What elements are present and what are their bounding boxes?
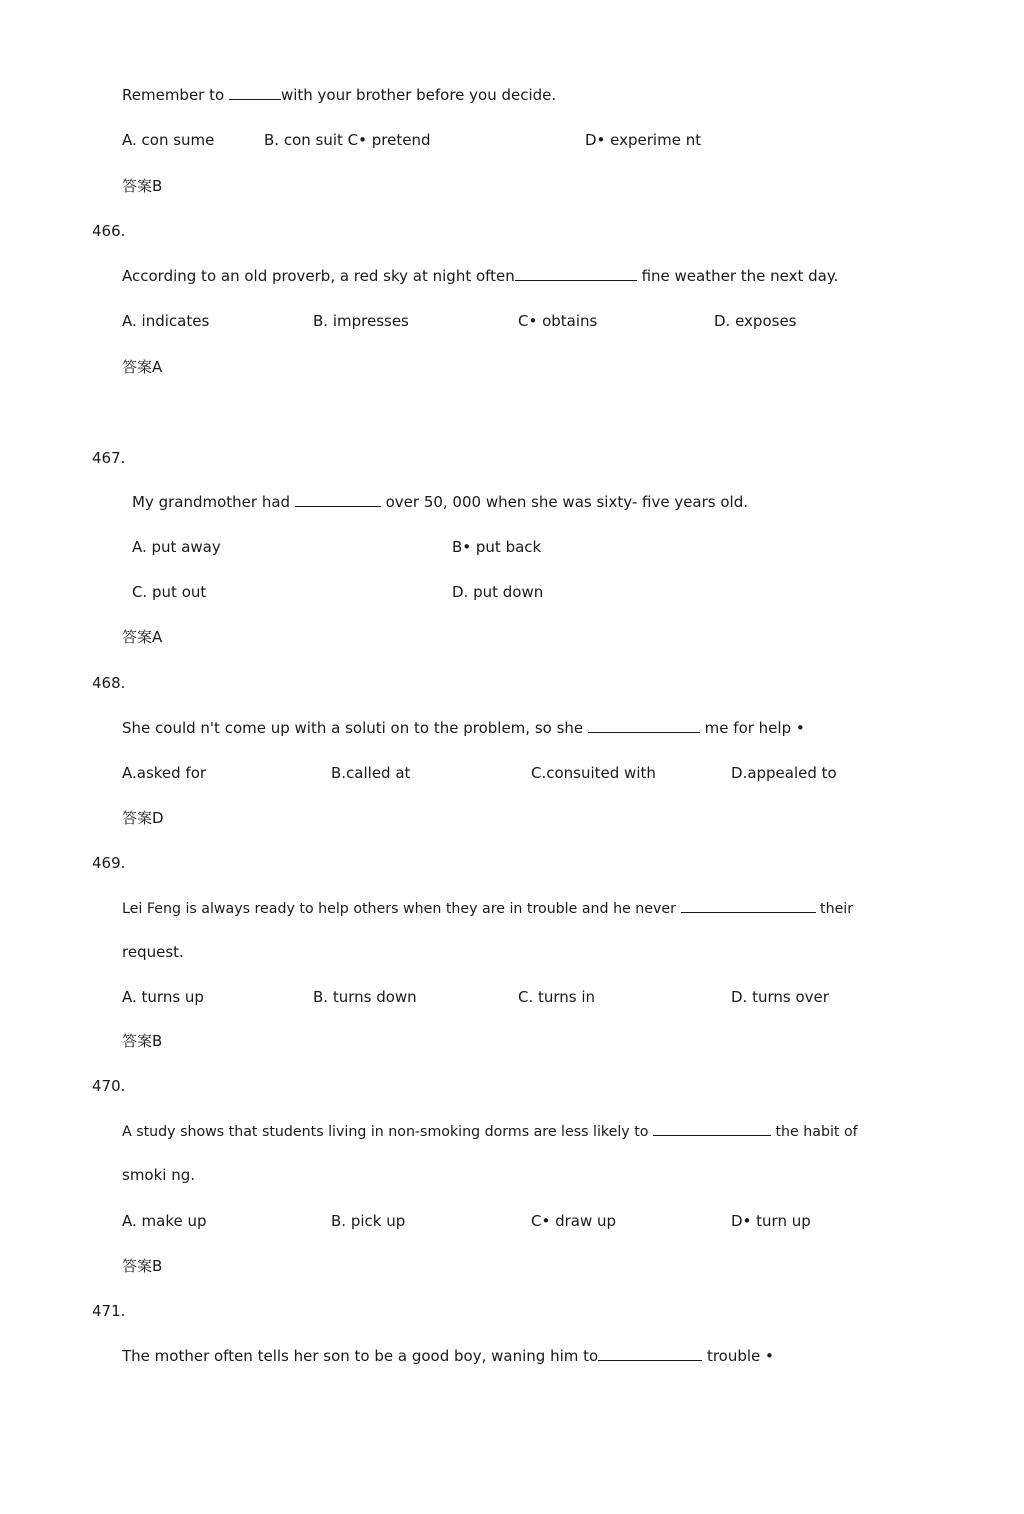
stem-text: A study shows that students living in non-smoking dorms are less likely to [122, 1124, 653, 1140]
question-number: 466. [92, 222, 126, 240]
option-b: B. pick up [331, 1212, 406, 1230]
question-471-stem [122, 1346, 774, 1366]
option-b: B• put back [452, 538, 542, 556]
stem-text: Remember to [122, 86, 229, 104]
answer-blank [229, 85, 281, 100]
option-d: D. exposes [714, 312, 797, 330]
option-d: D. turns over [731, 988, 829, 1006]
answer-blank [598, 1346, 702, 1361]
stem-text: me for help • [699, 719, 805, 737]
question-467-stem [132, 492, 748, 512]
question-number: 471. [92, 1302, 126, 1320]
stem-text: According to an old proverb, a red sky at night often [122, 267, 515, 285]
option-d: D• turn up [731, 1212, 811, 1230]
option-a: A. turns up [122, 988, 204, 1006]
answer-label: 答案B [122, 1257, 163, 1275]
stem-text: the habit of [770, 1124, 858, 1140]
option-c: C• obtains [518, 312, 598, 330]
answer-blank [681, 898, 816, 913]
stem-text: trouble • [702, 1347, 774, 1365]
option-a: A.asked for [122, 764, 207, 782]
option-b: B. turns down [313, 988, 417, 1006]
option-a: A. indicates [122, 312, 210, 330]
stem-text: fine weather the next day. [636, 267, 839, 285]
question-number: 469. [92, 854, 126, 872]
option-c: C.consuited with [531, 764, 656, 782]
stem-text: their [815, 901, 854, 917]
answer-label: 答案B [122, 1032, 163, 1050]
answer-blank [515, 266, 637, 281]
stem-text: She could n't come up with a soluti on to the problem, so she [122, 719, 588, 737]
option-a: A. make up [122, 1212, 207, 1230]
question-469-stem [122, 898, 853, 919]
question-number: 470. [92, 1077, 126, 1095]
option-c: C. turns in [518, 988, 596, 1006]
option-d: D• experime nt [585, 131, 702, 149]
question-466-stem [122, 266, 838, 286]
option-d: D. put down [452, 583, 544, 601]
question-number: 468. [92, 674, 126, 692]
stem-text: The mother often tells her son to be a good boy, waning him to [122, 1347, 599, 1365]
stem-text: over 50, 000 when she was sixty- five years old. [380, 493, 749, 511]
answer-label: 答案A [122, 358, 163, 376]
answer-blank [588, 718, 700, 733]
answer-blank [295, 492, 381, 507]
option-b: B. impresses [313, 312, 409, 330]
answer-label: 答案B [122, 177, 163, 195]
option-a: A. con sume [122, 131, 215, 149]
option-c: C• draw up [531, 1212, 617, 1230]
answer-label: 答案D [122, 809, 164, 827]
stem-text: My grandmother had [132, 493, 295, 511]
answer-blank [653, 1121, 771, 1136]
option-c: C. put out [132, 583, 207, 601]
stem-text: Lei Feng is always ready to help others when they are in trouble and he never [122, 901, 681, 917]
stem-text: with your brother before you decide. [280, 86, 557, 104]
question-468-stem [122, 718, 805, 738]
option-b-c: B. con suit C• pretend [264, 131, 431, 149]
option-b: B.called at [331, 764, 411, 782]
question-469-stem-continued: request. [122, 943, 184, 961]
answer-label: 答案A [122, 628, 163, 646]
question-470-stem-continued: smoki ng. [122, 1166, 196, 1184]
option-a: A. put away [132, 538, 221, 556]
option-d: D.appealed to [731, 764, 837, 782]
question-470-stem [122, 1121, 858, 1142]
question-465-stem [122, 85, 556, 105]
question-number: 467. [92, 449, 126, 467]
